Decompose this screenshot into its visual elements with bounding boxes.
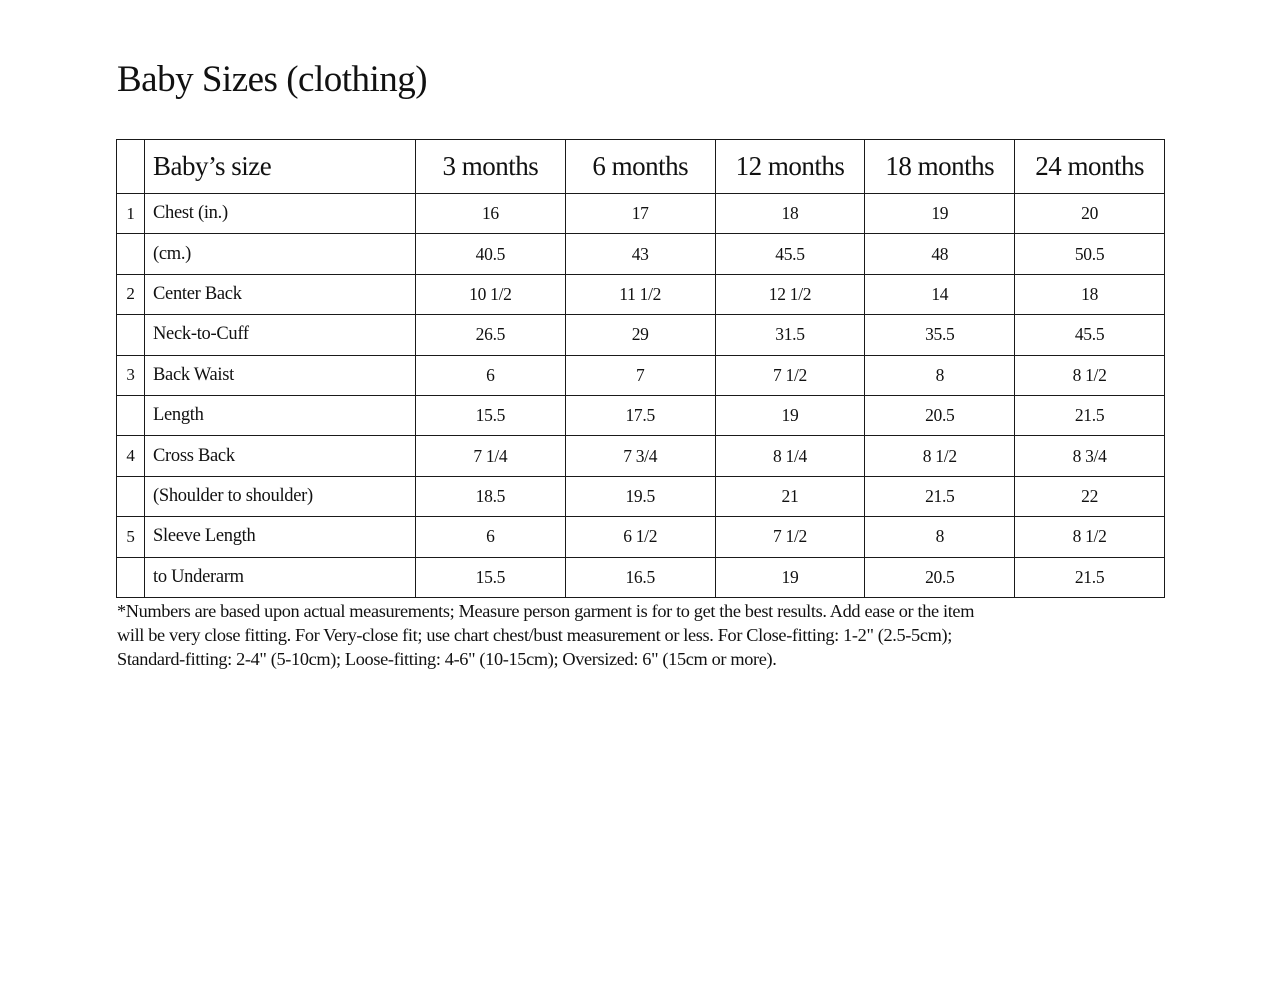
cell-18-months: 21.5 xyxy=(865,476,1015,516)
cell-24-months: 22 xyxy=(1015,476,1165,516)
cell-24-months: 50.5 xyxy=(1015,234,1165,274)
row-number: 3 xyxy=(117,355,145,395)
row-label: Length xyxy=(145,395,416,435)
row-number xyxy=(117,395,145,435)
table-row-chest-cm xyxy=(117,234,1165,274)
cell-3-months: 10 1/2 xyxy=(416,274,566,314)
cell-18-months: 20.5 xyxy=(865,557,1015,597)
row-label: (cm.) xyxy=(145,234,416,274)
cell-6-months: 17 xyxy=(565,194,715,234)
row-label: Back Waist xyxy=(145,355,416,395)
row-label: Center Back xyxy=(145,274,416,314)
cell-3-months: 6 xyxy=(416,355,566,395)
cell-6-months: 43 xyxy=(565,234,715,274)
baby-size-table xyxy=(116,139,1165,598)
row-number: 5 xyxy=(117,517,145,557)
header-3-months: 3 months xyxy=(416,140,566,194)
cell-24-months: 8 1/2 xyxy=(1015,355,1165,395)
cell-12-months: 12 1/2 xyxy=(715,274,865,314)
cell-3-months: 40.5 xyxy=(416,234,566,274)
footnote-line: *Numbers are based upon actual measurements; Measure person garment is for to get the best results. Add ease or the item xyxy=(117,601,975,621)
cell-24-months: 8 1/2 xyxy=(1015,517,1165,557)
cell-3-months: 6 xyxy=(416,517,566,557)
cell-24-months: 20 xyxy=(1015,194,1165,234)
cell-3-months: 15.5 xyxy=(416,557,566,597)
row-number xyxy=(117,234,145,274)
table-row-shoulder-to-shoulder xyxy=(117,476,1165,516)
cell-3-months: 26.5 xyxy=(416,315,566,355)
cell-3-months: 16 xyxy=(416,194,566,234)
footnote-line: will be very close fitting. For Very-close fit; use chart chest/bust measurement or less. For Close-fitting: 1-2" (2.5-5cm); xyxy=(117,625,952,645)
cell-6-months: 16.5 xyxy=(565,557,715,597)
cell-6-months: 7 3/4 xyxy=(565,436,715,476)
cell-18-months: 8 xyxy=(865,517,1015,557)
table-row-cross-back xyxy=(117,436,1165,476)
row-label: to Underarm xyxy=(145,557,416,597)
cell-6-months: 6 1/2 xyxy=(565,517,715,557)
cell-6-months: 11 1/2 xyxy=(565,274,715,314)
cell-12-months: 31.5 xyxy=(715,315,865,355)
cell-12-months: 21 xyxy=(715,476,865,516)
header-24-months: 24 months xyxy=(1015,140,1165,194)
cell-12-months: 7 1/2 xyxy=(715,355,865,395)
cell-12-months: 19 xyxy=(715,395,865,435)
cell-12-months: 45.5 xyxy=(715,234,865,274)
cell-18-months: 19 xyxy=(865,194,1015,234)
cell-12-months: 8 1/4 xyxy=(715,436,865,476)
table-row-length xyxy=(117,395,1165,435)
header-label: Baby’s size xyxy=(145,140,416,194)
cell-24-months: 8 3/4 xyxy=(1015,436,1165,476)
cell-18-months: 35.5 xyxy=(865,315,1015,355)
cell-3-months: 7 1/4 xyxy=(416,436,566,476)
footnote-line: Standard-fitting: 2-4" (5-10cm); Loose-fitting: 4-6" (10-15cm); Oversized: 6" (15cm or more). xyxy=(117,649,777,669)
row-label: (Shoulder to shoulder) xyxy=(145,476,416,516)
cell-3-months: 18.5 xyxy=(416,476,566,516)
row-number xyxy=(117,315,145,355)
cell-6-months: 7 xyxy=(565,355,715,395)
row-number: 1 xyxy=(117,194,145,234)
header-num xyxy=(117,140,145,194)
table-row-neck-to-cuff xyxy=(117,315,1165,355)
table-row-center-back xyxy=(117,274,1165,314)
header-18-months: 18 months xyxy=(865,140,1015,194)
cell-24-months: 45.5 xyxy=(1015,315,1165,355)
cell-24-months: 21.5 xyxy=(1015,557,1165,597)
cell-24-months: 21.5 xyxy=(1015,395,1165,435)
page-title: Baby Sizes (clothing) xyxy=(117,59,428,100)
row-label: Cross Back xyxy=(145,436,416,476)
cell-18-months: 20.5 xyxy=(865,395,1015,435)
table-row-to-underarm xyxy=(117,557,1165,597)
row-label: Sleeve Length xyxy=(145,517,416,557)
cell-6-months: 19.5 xyxy=(565,476,715,516)
cell-12-months: 18 xyxy=(715,194,865,234)
cell-3-months: 15.5 xyxy=(416,395,566,435)
cell-18-months: 14 xyxy=(865,274,1015,314)
row-number: 2 xyxy=(117,274,145,314)
cell-12-months: 7 1/2 xyxy=(715,517,865,557)
table-row-chest-in xyxy=(117,194,1165,234)
cell-6-months: 29 xyxy=(565,315,715,355)
table-row-sleeve-length xyxy=(117,517,1165,557)
header-6-months: 6 months xyxy=(565,140,715,194)
row-label: Neck-to-Cuff xyxy=(145,315,416,355)
row-number xyxy=(117,557,145,597)
header-12-months: 12 months xyxy=(715,140,865,194)
cell-12-months: 19 xyxy=(715,557,865,597)
row-label: Chest (in.) xyxy=(145,194,416,234)
row-number xyxy=(117,476,145,516)
cell-18-months: 48 xyxy=(865,234,1015,274)
table-header-row xyxy=(117,140,1165,194)
cell-6-months: 17.5 xyxy=(565,395,715,435)
cell-18-months: 8 xyxy=(865,355,1015,395)
cell-18-months: 8 1/2 xyxy=(865,436,1015,476)
cell-24-months: 18 xyxy=(1015,274,1165,314)
row-number: 4 xyxy=(117,436,145,476)
table-row-back-waist xyxy=(117,355,1165,395)
footnote xyxy=(117,599,1117,671)
